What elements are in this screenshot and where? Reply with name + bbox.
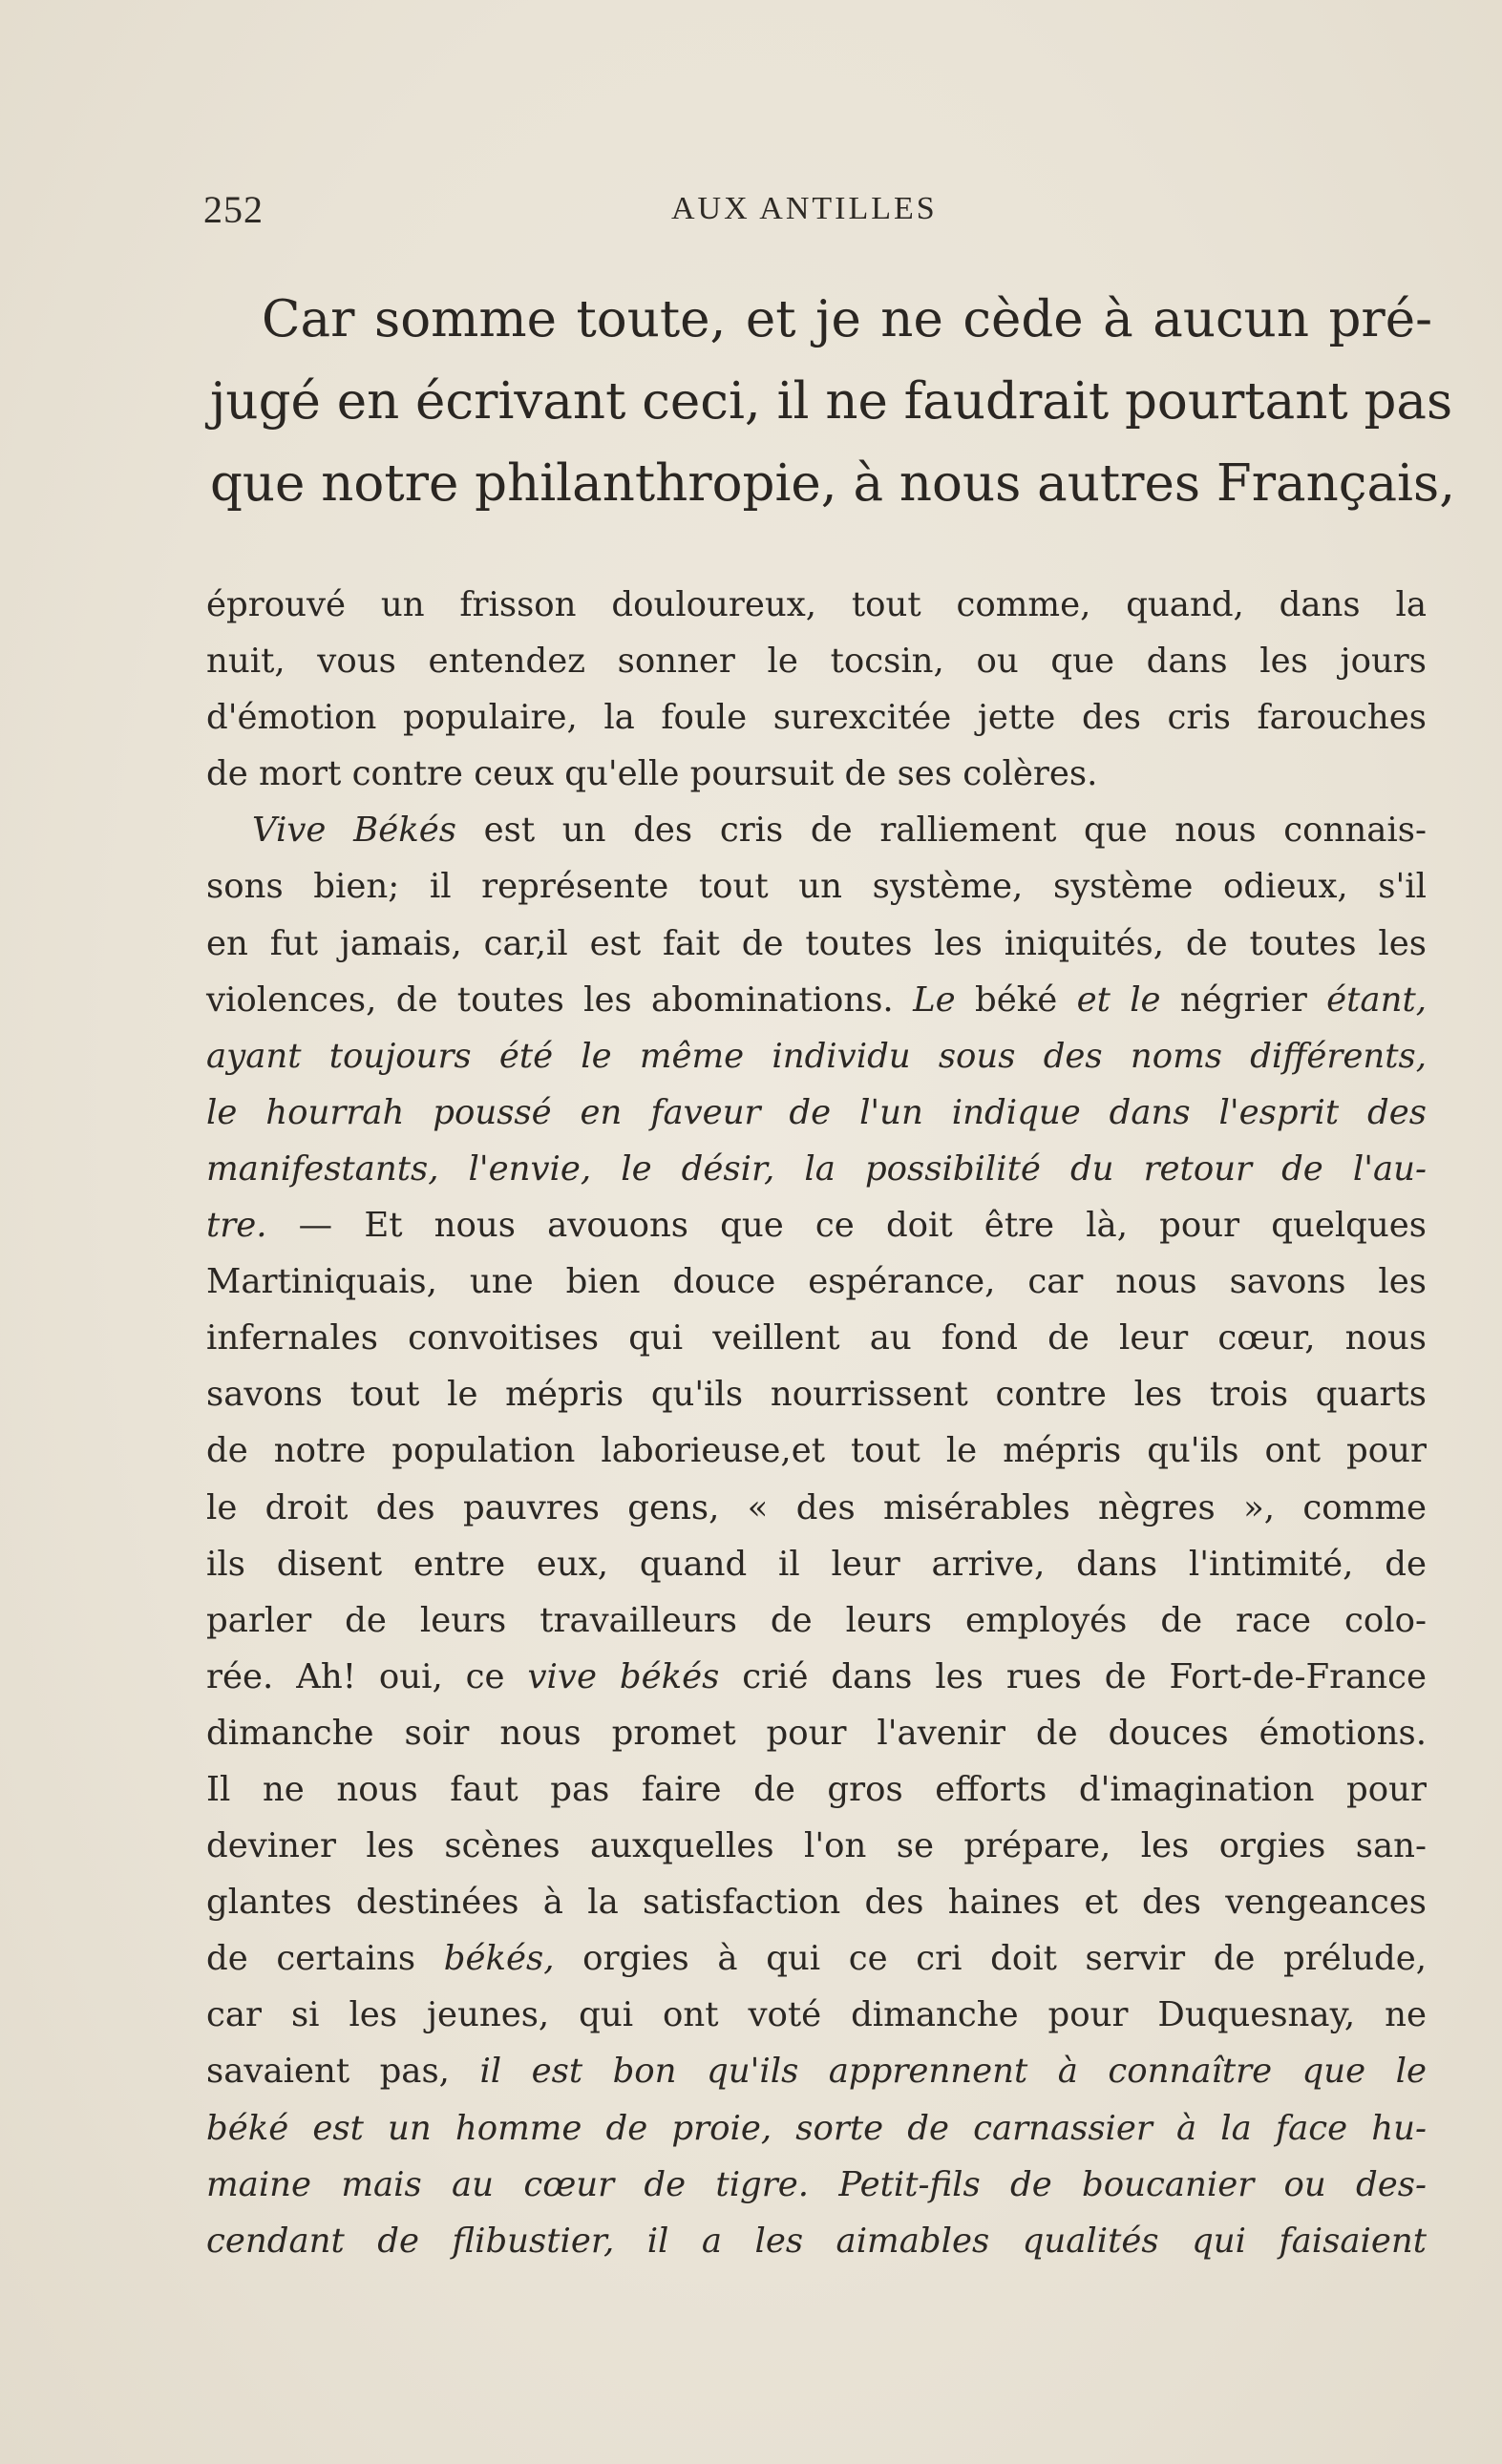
text-span: rée. Ah! oui, ce bbox=[206, 1656, 528, 1696]
text-line: sons bien; il représente tout un système, système odieux, s'il bbox=[206, 867, 1427, 907]
text-span: de certains bbox=[206, 1939, 444, 1979]
text-line: le droit des pauvres gens, « des misérables nègres », comme bbox=[206, 1487, 1427, 1527]
text-span: — Et nous avouons que ce doit être là, pour quelques bbox=[266, 1206, 1427, 1246]
text-line: le hourrah poussé en faveur de l'un indique dans l'esprit des bbox=[206, 1092, 1427, 1132]
text-span: savaient pas, bbox=[206, 2052, 480, 2092]
text-span: béké bbox=[955, 979, 1077, 1020]
text-line bbox=[206, 1197, 1427, 1253]
text-line: glantes destinées à la satisfaction des haines et des vengeances bbox=[206, 1883, 1427, 1923]
page-number: 252 bbox=[203, 188, 264, 231]
text-line: car si les jeunes, qui ont voté dimanche pour Duquesnay, ne bbox=[206, 1995, 1427, 2035]
italic-span: békés, bbox=[443, 1939, 555, 1979]
text-line: éprouvé un frisson douloureux, tout comme, quand, dans la bbox=[206, 585, 1427, 624]
text-line: manifestants, l'envie, le désir, la possibilité du retour de l'au- bbox=[206, 1148, 1427, 1189]
text-line: Il ne nous faut pas faire de gros efforts d'imagination pour bbox=[206, 1769, 1427, 1809]
quote-line: que notre philanthropie, à nous autres Français, bbox=[210, 454, 1456, 513]
text-span: est un des cris de ralliement que nous connais- bbox=[455, 811, 1427, 851]
text-span: crié dans les rues de Fort-de-France bbox=[719, 1656, 1428, 1696]
quote-line: Car somme toute, et je ne cède à aucun pré- bbox=[262, 290, 1432, 348]
text-line bbox=[206, 1649, 1427, 1705]
text-line: d'émotion populaire, la foule surexcitée jette des cris farouches bbox=[206, 698, 1427, 738]
italic-span: tre. bbox=[206, 1206, 267, 1246]
text-line: infernales convoitises qui veillent au fond de leur cœur, nous bbox=[206, 1318, 1427, 1358]
text-line: ayant toujours été le même individu sous des noms différents, bbox=[206, 1036, 1427, 1076]
quote-line: jugé en écrivant ceci, il ne faudrait pourtant pas bbox=[210, 372, 1453, 431]
large-quote-block bbox=[210, 279, 1456, 525]
text-line: nuit, vous entendez sonner le tocsin, ou que dans les jours bbox=[206, 642, 1427, 682]
text-line: béké est un homme de proie, sorte de carnassier à la face hu- bbox=[206, 2108, 1427, 2148]
italic-span: étant, bbox=[1326, 979, 1428, 1020]
text-line: cendant de flibustier, il a les aimables qualités qui faisaient bbox=[206, 2221, 1427, 2261]
text-line: parler de leurs travailleurs de leurs employés de race colo- bbox=[206, 1600, 1427, 1640]
italic-span: Vive Békés bbox=[252, 811, 456, 851]
body-text bbox=[206, 577, 1427, 2269]
text-line: de notre population laborieuse,et tout le mépris qu'ils ont pour bbox=[206, 1431, 1427, 1471]
text-line bbox=[206, 972, 1427, 1028]
italic-span: il est bon qu'ils apprennent à connaître que le bbox=[479, 2052, 1427, 2092]
text-line: maine mais au cœur de tigre. Petit-fils de boucanier ou des- bbox=[206, 2164, 1427, 2204]
text-span: violences, de toutes les abominations. bbox=[206, 979, 914, 1020]
text-line bbox=[206, 2043, 1427, 2099]
text-line: deviner les scènes auxquelles l'on se prépare, les orgies san- bbox=[206, 1826, 1427, 1866]
text-line: savons tout le mépris qu'ils nourrissent contre les trois quarts bbox=[206, 1375, 1427, 1415]
text-line bbox=[206, 1930, 1427, 1987]
italic-span: vive békés bbox=[527, 1656, 720, 1696]
text-line: dimanche soir nous promet pour l'avenir de douces émotions. bbox=[206, 1713, 1427, 1753]
text-span: orgies à qui ce cri doit servir de prélude, bbox=[554, 1939, 1427, 1979]
text-span: négrier bbox=[1160, 979, 1327, 1020]
text-line bbox=[206, 802, 1427, 858]
italic-span: et le bbox=[1076, 979, 1161, 1020]
text-line: en fut jamais, car,il est fait de toutes les iniquités, de toutes les bbox=[206, 923, 1427, 963]
text-line: de mort contre ceux qu'elle poursuit de ses colères. bbox=[206, 754, 1098, 794]
text-line: ils disent entre eux, quand il leur arrive, dans l'intimité, de bbox=[206, 1544, 1427, 1584]
page-header bbox=[203, 187, 1426, 235]
text-line: Martiniquais, une bien douce espérance, car nous savons les bbox=[206, 1262, 1427, 1302]
italic-span: Le bbox=[913, 979, 956, 1020]
running-title: AUX ANTILLES bbox=[671, 191, 938, 226]
